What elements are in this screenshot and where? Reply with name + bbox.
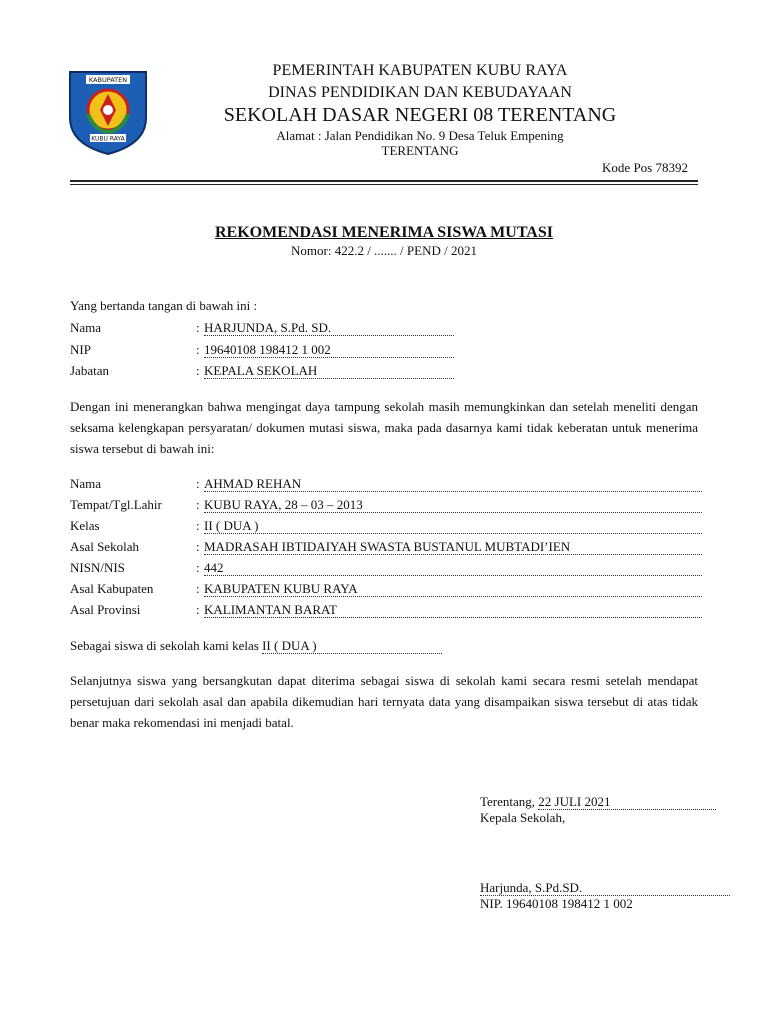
signature-place-date <box>480 794 716 810</box>
student-birth-label: Tempat/Tgl.Lahir <box>70 497 162 512</box>
student-province-value: KALIMANTAN BARAT <box>204 602 702 618</box>
student-origin-school-label: Asal Sekolah <box>70 539 139 554</box>
student-regency-label: Asal Kabupaten <box>70 581 154 596</box>
signature-place: Terentang, <box>480 794 539 809</box>
signature-name: Harjunda, S.Pd.SD. <box>480 880 730 896</box>
signer-position-label: Jabatan <box>70 363 109 378</box>
letterhead-postal-code: Kode Pos 78392 <box>602 160 688 175</box>
colon: : <box>196 363 200 378</box>
document-number: Nomor: 422.2 / ....... / PEND / 2021 <box>291 243 477 258</box>
student-nisn-label: NISN/NIS <box>70 560 125 575</box>
signer-name-value: HARJUNDA, S.Pd. SD. <box>204 320 454 336</box>
closing-paragraph: Selanjutnya siswa yang bersangkutan dapat diterima sebagai siswa di sekolah kami secara resmi setelah mendapat persetujuan dari sekolah asal dan apabila dikemudian hari ternyata data yang disampaikan siswa tersebut di atas tidak benar maka rekomendasi ini menjadi batal. <box>70 673 698 730</box>
letterhead-city: TERENTANG <box>381 143 459 158</box>
statement-paragraph: Dengan ini menerangkan bahwa mengingat daya tampung sekolah masih memungkinkan dan setelah meneliti dengan seksama kelengkapan persyaratan/ dokumen mutasi siswa, maka pada dasarnya kami tidak keberatan untuk menerima siswa tersebut di bawah ini: <box>70 399 698 456</box>
logo-top-text: KABUPATEN <box>88 76 128 84</box>
colon: : <box>196 602 200 617</box>
colon: : <box>196 476 200 491</box>
letterhead-address: Alamat : Jalan Pendidikan No. 9 Desa Teluk Empening <box>276 128 564 143</box>
colon: : <box>196 342 200 357</box>
document-title: REKOMENDASI MENERIMA SISWA MUTASI <box>215 224 553 241</box>
student-class-label: Kelas <box>70 518 100 533</box>
class-statement <box>70 638 442 654</box>
intro-text: Yang bertanda tangan di bawah ini : <box>70 298 258 313</box>
colon: : <box>196 497 200 512</box>
logo-bottom-text: KUBU RAYA <box>91 135 125 143</box>
signer-nip-label: NIP <box>70 342 91 357</box>
student-class-value: II ( DUA ) <box>204 518 702 534</box>
class-statement-prefix: Sebagai siswa di sekolah kami kelas <box>70 638 263 653</box>
letterhead-divider-thin <box>70 184 698 185</box>
student-name-value: AHMAD REHAN <box>204 476 702 492</box>
signature-nip: NIP. 19640108 198412 1 002 <box>480 896 633 911</box>
regency-crest-icon <box>64 68 152 156</box>
colon: : <box>196 518 200 533</box>
student-name-label: Nama <box>70 476 102 491</box>
colon: : <box>196 320 200 335</box>
colon: : <box>196 560 200 575</box>
letterhead-government: PEMERINTAH KABUPATEN KUBU RAYA <box>272 62 568 79</box>
student-birth-value: KUBU RAYA, 28 – 03 – 2013 <box>204 497 702 513</box>
letterhead-divider-thick <box>70 180 698 182</box>
signature-position: Kepala Sekolah, <box>480 810 566 825</box>
signer-nip-value: 19640108 198412 1 002 <box>204 342 454 358</box>
signer-position-value: KEPALA SEKOLAH <box>204 363 454 379</box>
student-regency-value: KABUPATEN KUBU RAYA <box>204 581 702 597</box>
letterhead-department: DINAS PENDIDIKAN DAN KEBUDAYAAN <box>268 84 572 101</box>
student-nisn-value: 442 <box>204 560 702 576</box>
class-statement-value: II ( DUA ) <box>262 638 442 654</box>
colon: : <box>196 539 200 554</box>
student-province-label: Asal Provinsi <box>70 602 141 617</box>
letterhead-school-name: SEKOLAH DASAR NEGERI 08 TERENTANG <box>223 104 617 126</box>
colon: : <box>196 581 200 596</box>
signer-name-label: Nama <box>70 320 102 335</box>
student-origin-school-value: MADRASAH IBTIDAIYAH SWASTA BUSTANUL MUBTADI’IEN <box>204 539 702 555</box>
signature-date: 22 JULI 2021 <box>538 794 716 810</box>
